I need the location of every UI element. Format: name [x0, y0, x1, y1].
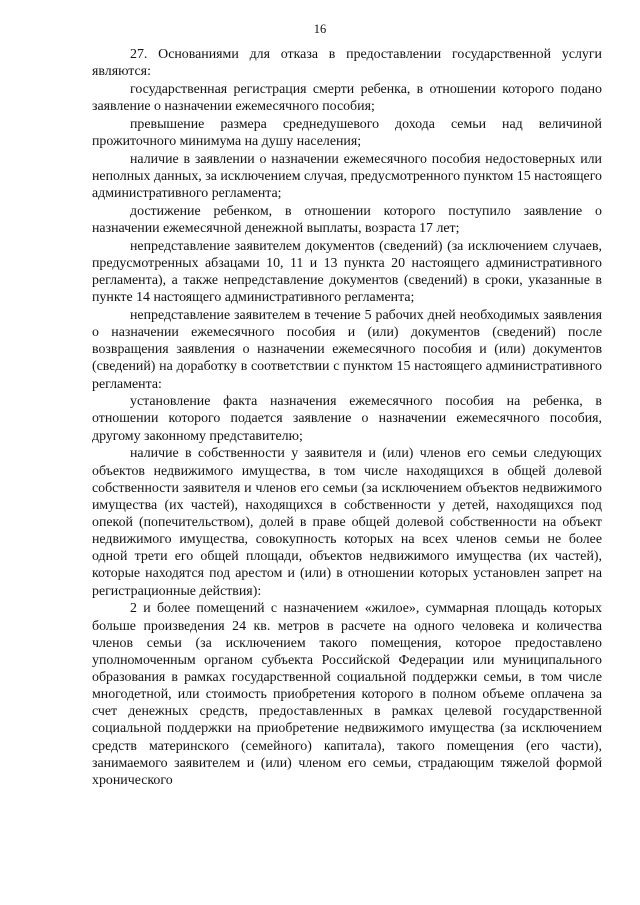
paragraph-real-estate: наличие в собственности у заявителя и (или) членов его семьи следующих объектов недвижимого имущества, в том числе находящихся в общей долевой собственности заявителя и членов его семьи (за исключением объектов недвижимого имущества (их частей), находящихся в собственности у детей, находящихся под опекой (попечительством), долей в праве общей долевой собственности на объект недвижимого имущества, совокупность которых на всех членов семьи не более одной трети его общей площади, объектов недвижимого имущества (их частей), которые находятся под арестом и (или) в отношении которых установлен запрет на регистрационные действия):	[92, 446, 602, 599]
paragraph-grounds-for-refusal: 27. Основаниями для отказа в предоставлении государственной услуги являются:	[92, 47, 602, 80]
paragraph-unreliable-data: наличие в заявлении о назначении ежемесячного пособия недостоверных или неполных данных, за исключением случая, предусмотренного пунктом 15 настоящего административного регламента;	[92, 151, 602, 202]
document-body	[92, 46, 602, 789]
paragraph-income-excess: превышение размера среднедушевого дохода семьи над величиной прожиточного минимума на душу населения;	[92, 116, 602, 149]
paragraph-five-working-days: непредставление заявителем в течение 5 рабочих дней необходимых заявления о назначении ежемесячного пособия и (или) документов (сведений) после возвращения заявления о назначении ежемесячного пособия и (или) документов (сведений) на доработку в соответствии с пунктом 15 настоящего административного регламента:	[92, 307, 602, 392]
paragraph-documents-not-submitted: непредставление заявителем документов (сведений) (за исключением случаев, предусмотренных абзацами 10, 11 и 13 пункта 20 настоящего административного регламента), а также непредставление документов (сведений) в сроки, указанные в пункте 14 настоящего административного регламента;	[92, 238, 602, 306]
paragraph-other-representative: установление факта назначения ежемесячного пособия на ребенка, в отношении которого подается заявление о назначении ежемесячного пособия, другому законному представителю;	[92, 394, 602, 444]
paragraph-child-death: государственная регистрация смерти ребенка, в отношении которого подано заявление о назначении ежемесячного пособия;	[92, 81, 602, 115]
page-number: 16	[313, 22, 327, 36]
paragraph-residential-premises: 2 и более помещений с назначением «жилое», суммарная площадь которых больше произведения 24 кв. метров в расчете на одного человека и количества членов семьи (за исключением такого помещения, которое предоставлено уполномоченным органом субъекта Российской Федерации или муниципального образования в рамках государственной социальной поддержки семьи, в том числе многодетной, или стоимость приобретения которого в полном объеме оплачена за счет денежных средств, предоставленных в рамках целевой государственной социальной поддержки на приобретение недвижимого имущества (за исключением средств материнского (семейного) капитала), такого помещения (его части), занимаемого заявителем и (или) членом его семьи, страдающим тяжелой формой хронического	[92, 601, 602, 788]
paragraph-age-17: достижение ребенком, в отношении которого поступило заявление о назначении ежемесячной денежной выплаты, возраста 17 лет;	[92, 203, 602, 236]
